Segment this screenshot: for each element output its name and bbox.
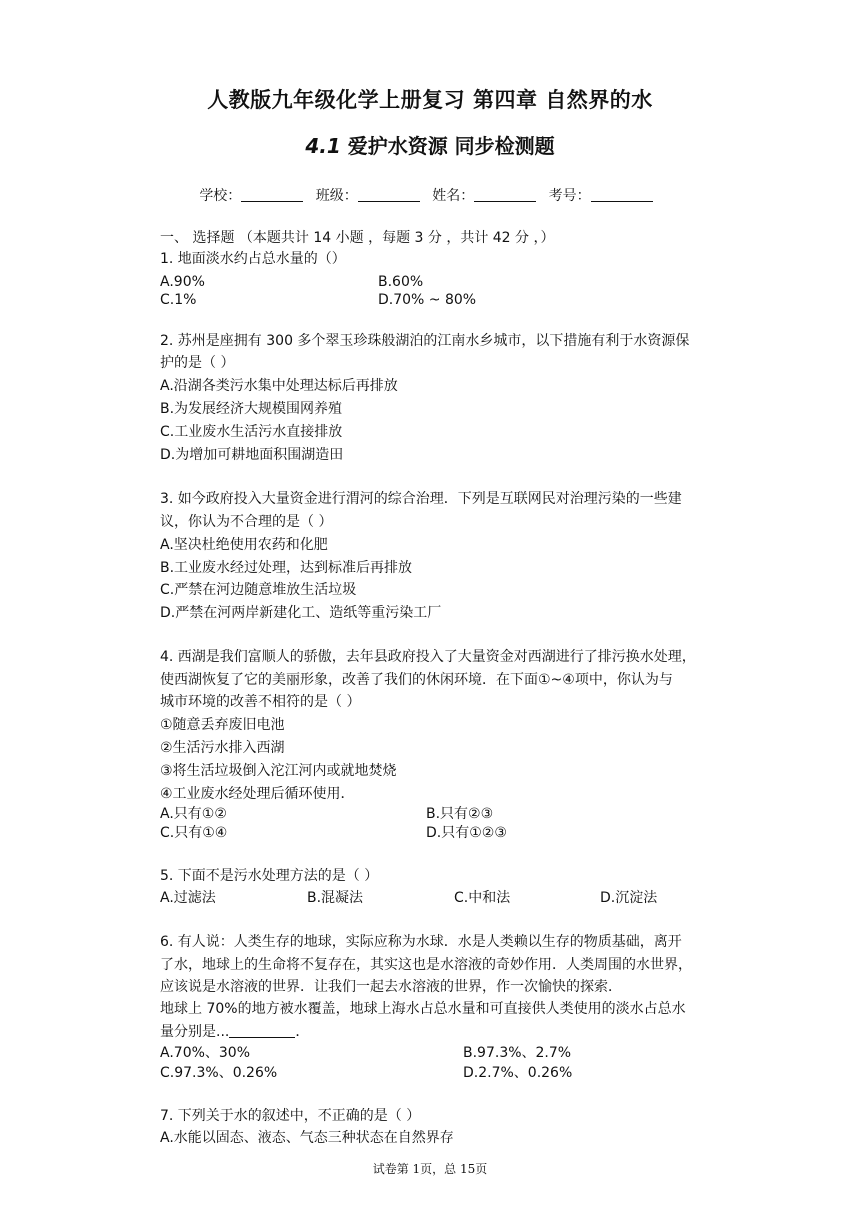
question-6-option-b: B.97.3%、2.7% xyxy=(463,1045,572,1061)
school-blank xyxy=(241,187,303,202)
question-4-option-b: B.只有②③ xyxy=(426,806,494,822)
question-5-option-b: B.混凝法 xyxy=(307,890,364,906)
subtitle-text: 爱护水资源 同步检测题 xyxy=(340,134,555,158)
question-3-stem-line1: 3. 如今政府投入大量资金进行渭河的综合治理．下列是互联网民对治理污染的一些建 xyxy=(160,491,682,507)
question-6-option-c: C.97.3%、0.26% xyxy=(160,1065,278,1081)
question-6-stem-line1: 6. 有人说：人类生存的地球，实际应称为水球．水是人类赖以生存的物质基础，离开 xyxy=(160,934,682,950)
question-4-stem-line3: 城市环境的改善不相符的是（ ） xyxy=(160,694,361,710)
question-2-stem-line2: 护的是（ ） xyxy=(160,355,235,371)
question-2-stem-line1: 2. 苏州是座拥有 300 多个翠玉珍珠般湖泊的江南水乡城市，以下措施有利于水资源保 xyxy=(160,333,690,349)
question-3-option-b: B.工业废水经过处理，达到标准后再排放 xyxy=(160,560,413,576)
question-4-item-4: ④工业废水经处理后循环使用． xyxy=(160,786,355,802)
question-6-stem-line3: 应该说是水溶液的世界．让我们一起去水溶液的世界，作一次愉快的探索． xyxy=(160,979,622,995)
question-3-option-a: A.坚决杜绝使用农药和化肥 xyxy=(160,537,328,553)
question-4-stem-line2: 使西湖恢复了它的美丽形象，改善了我们的休闲环境．在下面①~④项中，你认为与 xyxy=(160,672,673,688)
subtitle-number: 4.1 xyxy=(305,134,341,158)
question-6-option-a: A.70%、30% xyxy=(160,1045,251,1061)
question-6-option-d: D.2.7%、0.26% xyxy=(463,1065,573,1081)
question-3-stem-line2: 议，你认为不合理的是（ ） xyxy=(160,514,333,530)
question-4-item-2: ②生活污水排入西湖 xyxy=(160,740,285,756)
school-label: 学校： xyxy=(199,188,242,204)
section-heading: 一、 选择题 （本题共计 14 小题 ，每题 3 分 ，共计 42 分 ，） xyxy=(160,230,555,246)
question-4-option-a: A.只有①② xyxy=(160,806,227,822)
class-label: 班级： xyxy=(315,188,358,204)
question-5-stem: 5. 下面不是污水处理方法的是（ ） xyxy=(160,868,379,884)
student-info-line xyxy=(0,185,860,205)
question-5-option-d: D.沉淀法 xyxy=(600,890,658,906)
question-6-stem-line2: 了水，地球上的生命将不复存在，其实这也是水溶液的奇妙作用．人类周围的水世界， xyxy=(160,957,692,973)
class-blank xyxy=(358,187,420,202)
question-3-option-c: C.严禁在河边随意堆放生活垃圾 xyxy=(160,582,357,598)
question-6-stem-line4: 地球上 70%的地方被水覆盖，地球上海水占总水量和可直接供人类使用的淡水占总水 xyxy=(160,1001,686,1017)
question-2-option-d: D.为增加可耕地面积围湖造田 xyxy=(160,447,344,463)
answer-blank xyxy=(229,1023,295,1038)
question-4-option-d: D.只有①②③ xyxy=(426,825,507,841)
question-1-option-d: D.70% ~ 80% xyxy=(378,292,477,308)
exam-no-blank xyxy=(591,187,653,202)
question-6-stem-text: 量分别是... xyxy=(160,1024,230,1040)
question-1-option-c: C.1% xyxy=(160,292,197,308)
question-6-stem-end: ． xyxy=(295,1024,310,1040)
question-1-option-a: A.90% xyxy=(160,274,205,290)
name-label: 姓名： xyxy=(432,188,475,204)
question-4-item-1: ①随意丢弃废旧电池 xyxy=(160,717,285,733)
question-2-option-c: C.工业废水生活污水直接排放 xyxy=(160,424,343,440)
question-5-option-a: A.过滤法 xyxy=(160,890,216,906)
question-3-option-d: D.严禁在河两岸新建化工、造纸等重污染工厂 xyxy=(160,605,442,621)
question-7-option-a: A.水能以固态、液态、气态三种状态在自然界存 xyxy=(160,1130,454,1146)
question-5-option-c: C.中和法 xyxy=(454,890,511,906)
question-1-stem: 1. 地面淡水约占总水量的（） xyxy=(160,251,346,267)
question-2-option-a: A.沿湖各类污水集中处理达标后再排放 xyxy=(160,378,398,394)
page-title: 人教版九年级化学上册复习 第四章 自然界的水 xyxy=(207,88,653,112)
name-blank xyxy=(474,187,536,202)
question-7-stem: 7. 下列关于水的叙述中，不正确的是（ ） xyxy=(160,1108,421,1124)
question-2-option-b: B.为发展经济大规模围网养殖 xyxy=(160,401,343,417)
exam-no-label: 考号： xyxy=(548,188,591,204)
question-4-item-3: ③将生活垃圾倒入沱江河内或就地焚烧 xyxy=(160,763,397,779)
question-1-option-b: B.60% xyxy=(378,274,424,290)
page-footer: 试卷第 1页，总 15页 xyxy=(372,1162,488,1176)
question-4-stem-line1: 4. 西湖是我们富顺人的骄傲，去年县政府投入了大量资金对西湖进行了排污换水处理， xyxy=(160,649,696,665)
question-4-option-c: C.只有①④ xyxy=(160,825,228,841)
page-subtitle xyxy=(0,130,860,159)
question-6-stem-line5 xyxy=(160,1022,309,1042)
